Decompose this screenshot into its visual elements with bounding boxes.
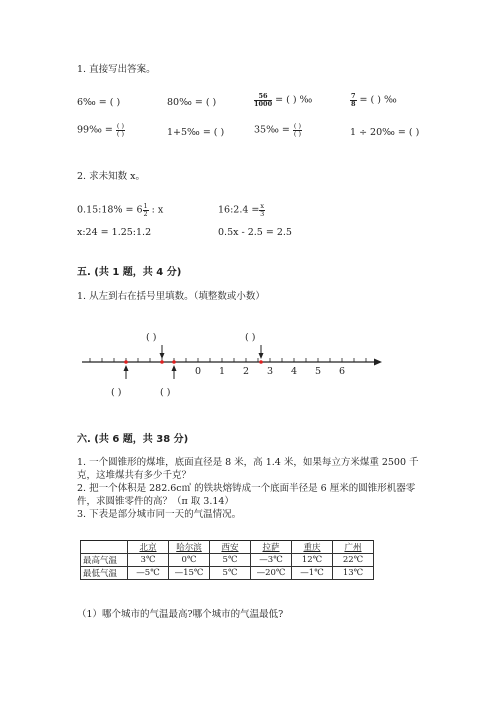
table-cell: —1℃ — [292, 567, 333, 580]
tick-label: 6 — [339, 366, 346, 377]
q1-item-g: 35‰ = $\frac{( )}{( )}$ — [254, 122, 301, 138]
sec6-q1-line1: 1. 一个圆锥形的煤堆，底面直径是 8 米，高 1.4 米，如果每立方米煤重 2500 千 — [77, 457, 419, 468]
q1-item-c: $\frac{56}{1000}$ = ( ) ‰ — [254, 92, 313, 108]
row-label: 最高气温 — [81, 554, 128, 567]
q1-title: 1. 直接写出答案。 — [77, 64, 156, 75]
sec6-q2-line2: 件，求圆锥零件的高？（π 取 3.14） — [77, 496, 234, 507]
row-label: 最低气温 — [81, 567, 128, 580]
table-cell — [81, 541, 128, 554]
q1-item-d: $\frac{7}{8}$ = ( ) ‰ — [351, 92, 397, 108]
fraction: $\frac{( )}{( )}$ — [116, 122, 124, 138]
sec6-q3: 3. 下表是部分城市同一天的气温情况。 — [77, 509, 242, 520]
table-cell: —20℃ — [251, 567, 292, 580]
point-marker — [160, 360, 164, 364]
tick-label: 2 — [243, 366, 250, 377]
q2-title: 2. 求未知数 x。 — [77, 171, 145, 182]
table-cell: 13℃ — [333, 567, 374, 580]
fraction: $\frac{56}{1000}$ — [254, 92, 273, 108]
temperature-table — [80, 540, 374, 580]
table-header-cell: 哈尔滨 — [169, 541, 210, 554]
table-cell: 5℃ — [210, 554, 251, 567]
table-header-cell: 拉萨 — [251, 541, 292, 554]
answer-paren: ( ) — [146, 332, 157, 343]
point-marker — [172, 360, 176, 364]
sec6-sub1: （1）哪个城市的气温最高?哪个城市的气温最低? — [77, 609, 284, 620]
arrow-head-icon — [374, 359, 382, 366]
table-cell: 12℃ — [292, 554, 333, 567]
point-marker — [124, 360, 128, 364]
answer-paren: ( ) — [160, 387, 171, 398]
q1-item-e: 99‰ = $\frac{( )}{( )}$ — [77, 122, 124, 138]
fraction: $\frac{( )}{( )}$ — [293, 122, 301, 138]
table-cell: 22℃ — [333, 554, 374, 567]
q1-item-f: 1+5‰ = ( ) — [167, 127, 225, 138]
table-cell: —5℃ — [128, 567, 169, 580]
q1-item-h: 1 ÷ 20‰ = ( ) — [350, 127, 420, 138]
tick-label: 5 — [315, 366, 322, 377]
section-5-title: 五. (共 1 题，共 4 分) — [77, 267, 182, 278]
table-header-cell: 西安 — [210, 541, 251, 554]
tick-label: 0 — [195, 366, 202, 377]
q2-eq2: 16:2.4 = $\frac{x}{3}$ — [218, 202, 265, 218]
fraction: $\frac{7}{8}$ — [351, 92, 356, 108]
table-header-cell: 重庆 — [292, 541, 333, 554]
sec6-q1-line2: 克，这堆煤共有多少千克？ — [77, 470, 192, 481]
tick-label: 4 — [291, 366, 298, 377]
q1-item-b: 80‰ = ( ) — [167, 97, 217, 108]
q2-eq4: 0.5x - 2.5 = 2.5 — [218, 227, 292, 238]
table-cell: —3℃ — [251, 554, 292, 567]
point-marker — [259, 360, 263, 364]
tick-label: 1 — [219, 366, 226, 377]
table-row — [81, 567, 374, 580]
q2-eq3: x:24 = 1.25:1.2 — [77, 227, 152, 238]
table-header-cell: 广州 — [333, 541, 374, 554]
tick-label: 3 — [267, 366, 274, 377]
sec6-q2-line1: 2. 把一个体积是 282.6c㎥ 的铁块熔铸成一个底面半径是 6 厘米的圆锥形机器零 — [77, 483, 416, 494]
table-row — [81, 541, 374, 554]
fraction: $\frac{x}{3}$ — [260, 202, 265, 218]
table-row — [81, 554, 374, 567]
q2-eq1: 0.15:18% = 6 $\frac{1}{2}$ : x — [77, 202, 164, 218]
q1-item-a: 6‰ = ( ) — [77, 97, 121, 108]
sec5-q1: 1. 从左到右在括号里填数。（填整数或小数） — [77, 291, 265, 302]
minor-ticks — [90, 358, 366, 362]
table-cell: 0℃ — [169, 554, 210, 567]
answer-paren: ( ) — [245, 332, 256, 343]
table-cell: 5℃ — [210, 567, 251, 580]
section-6-title: 六. (共 6 题，共 38 分) — [77, 434, 189, 445]
table-header-cell: 北京 — [128, 541, 169, 554]
table-cell: —15℃ — [169, 567, 210, 580]
answer-paren: ( ) — [111, 387, 122, 398]
fraction: $\frac{1}{2}$ — [143, 202, 148, 218]
table-cell: 3℃ — [128, 554, 169, 567]
